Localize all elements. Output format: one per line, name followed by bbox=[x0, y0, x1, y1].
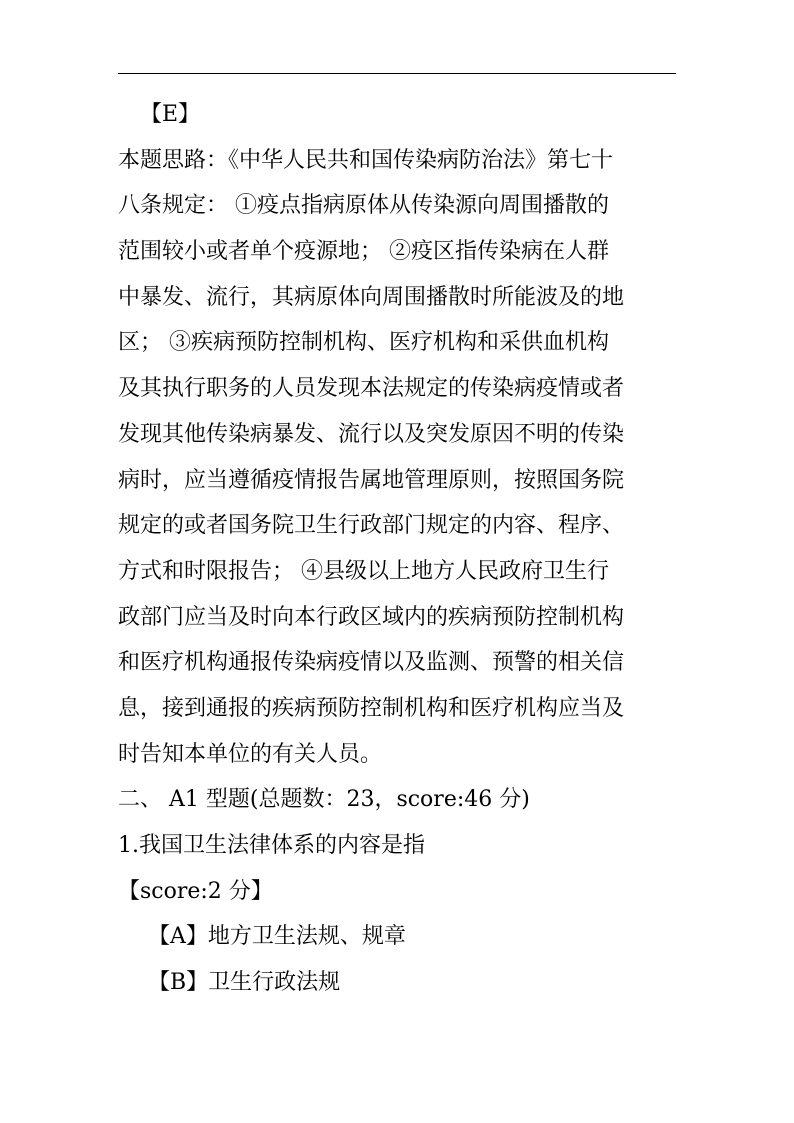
explanation-line: 八条规定： ①疫点指病原体从传染源向周围播散的 bbox=[118, 193, 609, 219]
section-heading: 二、 A1 型题(总题数：23，score:46 分) bbox=[118, 787, 530, 813]
answer-label: 【E】 bbox=[140, 102, 201, 127]
explanation-line: 时告知本单位的有关人员。 bbox=[118, 741, 383, 767]
explanation-line: 范围较小或者单个疫源地； ②疫区指传染病在人群 bbox=[118, 239, 609, 265]
document-body bbox=[118, 92, 678, 1006]
explanation-line: 本题思路：《中华人民共和国传染病防治法》第七十 bbox=[118, 147, 614, 173]
header-rule bbox=[118, 73, 676, 74]
explanation-line: 病时，应当遵循疫情报告属地管理原则，按照国务院 bbox=[118, 467, 625, 493]
explanation-line: 区； ③疾病预防控制机构、医疗机构和采供血机构 bbox=[118, 330, 609, 356]
explanation-line: 息，接到通报的疾病预防控制机构和医疗机构应当及 bbox=[118, 695, 625, 721]
explanation-line: 中暴发、流行，其病原体向周围播散时所能波及的地 bbox=[118, 284, 625, 310]
question-stem: 1.我国卫生法律体系的内容是指 bbox=[118, 833, 425, 858]
question-score: 【score:2 分】 bbox=[118, 878, 273, 904]
explanation-paragraph bbox=[118, 138, 678, 778]
explanation-line: 政部门应当及时向本行政区域内的疾病预防控制机构 bbox=[118, 604, 625, 630]
explanation-line: 发现其他传染病暴发、流行以及突发原因不明的传染 bbox=[118, 421, 625, 447]
option-b: 【B】卫生行政法规 bbox=[148, 970, 341, 996]
explanation-line: 及其执行职务的人员发现本法规定的传染病疫情或者 bbox=[118, 376, 625, 402]
explanation-line: 和医疗机构通报传染病疫情以及监测、预警的相关信 bbox=[118, 650, 625, 676]
explanation-line: 方式和时限报告； ④县级以上地方人民政府卫生行 bbox=[118, 558, 609, 584]
explanation-line: 规定的或者国务院卫生行政部门规定的内容、程序、 bbox=[118, 513, 625, 539]
option-a: 【A】地方卫生法规、规章 bbox=[148, 924, 406, 950]
